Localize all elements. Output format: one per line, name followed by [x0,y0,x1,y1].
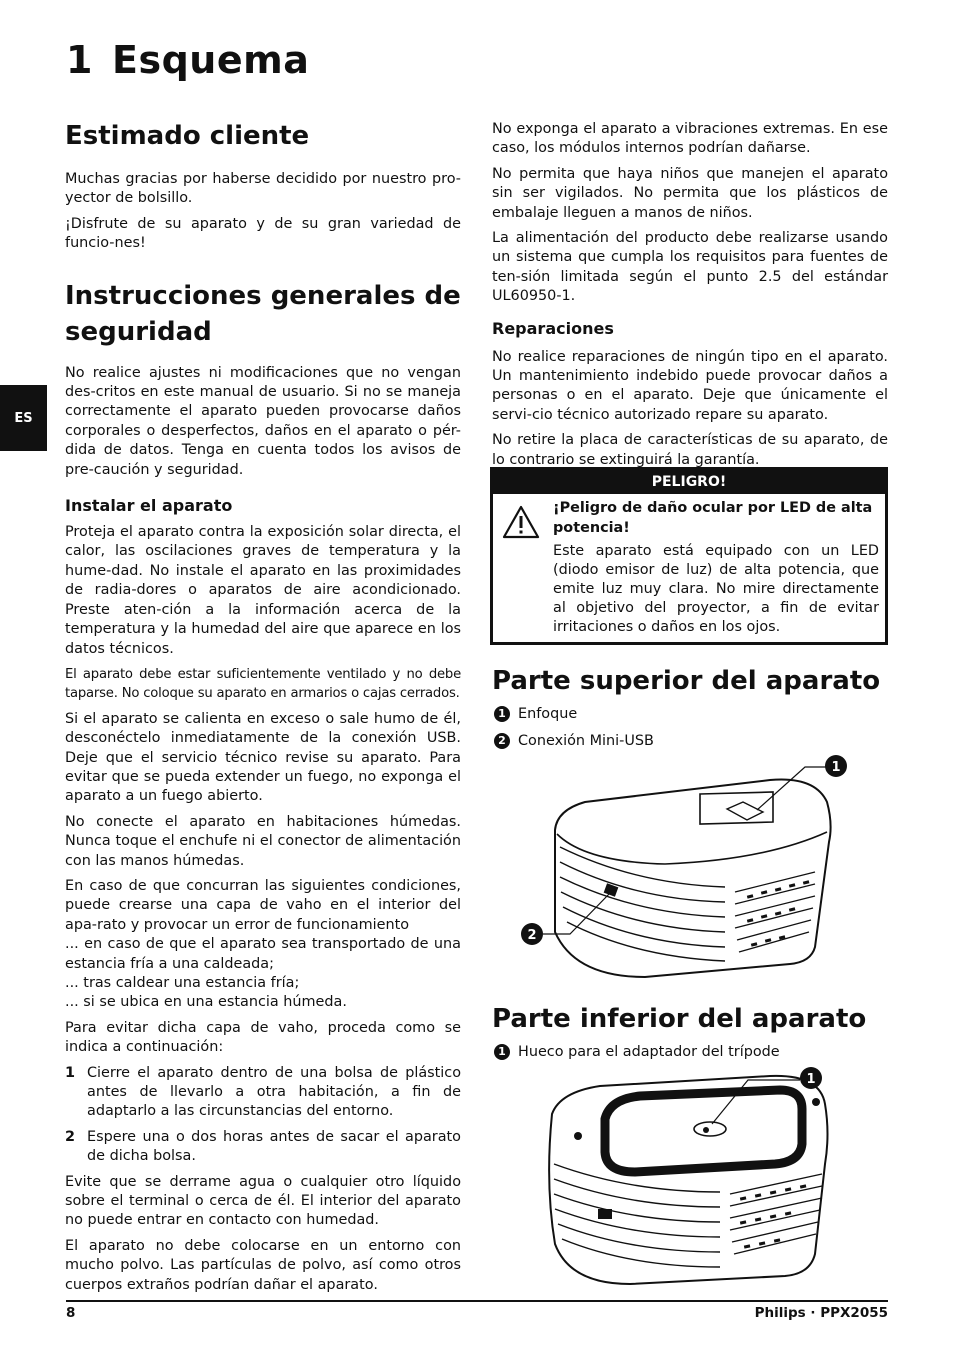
heading-reparaciones: Reparaciones [492,318,614,338]
heading-instalar: Instalar el aparato [65,496,233,516]
legend-label: Enfoque [518,706,578,722]
chapter-title [66,38,309,82]
paragraph: La alimentación del producto debe realizarse usando un sistema que cumpla los requisitos para fuentes de ten-sión limitada según el punto 2.5 del estándar UL60950-1. [492,230,888,305]
legend-label: Conexión Mini-USB [518,733,654,749]
paragraph: No realice reparaciones de ningún tipo en el aparato. Un mantenimiento indebido puede provocar daños a personas o en el aparato. Deje que únicamente el servi-cio técnico autorizado repare su aparato. [492,348,888,423]
footer-divider [66,1300,888,1302]
danger-body [553,498,879,637]
paragraph: ¡Disfrute de su aparato y de su gran variedad de funcio-nes! [65,215,461,252]
paragraph: Muchas gracias por haberse decidido por nuestro pro-yector de bolsillo. [65,171,461,207]
paragraph: Proteja el aparato contra la exposición solar directa, el calor, las oscilaciones graves de temperatura y la hume-dad. No instale el aparato en las proximidades de radia-dores o aparatos de aire acondicionado. Preste aten-ción a la información acerca de la temperatura y la humedad del aire que aparece en los datos técnicos. [65,524,461,657]
legend-item [494,731,654,751]
list-number: 2 [65,1128,76,1145]
heading-parte-inferior: Parte inferior del aparato [492,1004,867,1034]
callout-label: 1 [806,1072,816,1087]
paragraph: El aparato debe estar suficientemente ventilado y no debe taparse. No coloque su aparato en armarios o cajas cerrados. [65,666,461,702]
legend-label: Hueco para el adaptador del trípode [518,1044,780,1060]
paragraph: No exponga el aparato a vibraciones extremas. En ese caso, los módulos internos podrían dañarse. [492,121,888,157]
paragraph: No retire la placa de características de su aparato, de lo contrario se extinguirá la garantía. [492,432,888,468]
callout-number: 1 [494,706,510,722]
paragraph: No realice ajustes ni modificaciones que no vengan des-critos en este manual de usuario. Si no se maneja correctamente el aparato pueden provocarse daños corporales o desperfectos, daños en el aparato o pér-dida de datos. Tenga en cuenta todos los avisos de pre-caución y seguridad. [65,364,461,478]
danger-title: ¡Peligro de daño ocular por LED de alta potencia! [553,500,873,536]
chapter-title-text: Esquema [112,38,310,82]
heading-parte-superior: Parte superior del aparato [492,666,881,696]
danger-header: PELIGRO! [493,470,885,494]
left-column [65,118,461,1295]
projector-bottom-illustration [540,1064,840,1289]
callout-label: 1 [831,760,841,775]
list-item [65,1064,461,1122]
chapter-number: 1 [66,38,93,82]
heading-instrucciones-1: Instrucciones generales de [65,280,461,311]
heading-estimado: Estimado cliente [65,121,310,151]
paragraph: No conecte el aparato en habitaciones húmedas. Nunca toque el enchufe ni el conector de alimentación con las manos húmedas. [65,813,461,869]
language-tab: ES [0,385,47,451]
heading-instrucciones-2: seguridad [65,316,212,347]
paragraph: En caso de que concurran las siguientes condiciones, puede crearse una capa de vaho en el interior del apa-rato y provocar un error de funcionamiento [65,877,461,933]
footer-brand: Philips · PPX2055 [754,1305,888,1321]
list-text: Espere una o dos horas antes de sacar el aparato de dicha bolsa. [87,1128,461,1165]
warning-triangle-icon [501,504,541,540]
callout-number: 1 [494,1044,510,1060]
right-column [492,120,888,470]
paragraph: El aparato no debe colocarse en un entorno con mucho polvo. Las partículas de polvo, así como otros cuerpos extraños podrían dañar el aparato. [65,1237,461,1293]
paragraph: No permita que haya niños que manejen el aparato sin ser vigilados. No permita que los plásticos de embalaje lleguen a manos de niños. [492,165,888,221]
paragraph: Si el aparato se calienta en exceso o sale humo de él, desconéctelo inmediatamente de la conexión USB. Deje que el servicio técnico revise su aparato. Para evitar que se pueda extender un fuego, no exponga el aparato a un fuego abierto. [65,710,461,805]
paragraph: ... en caso de que el aparato sea transportado de una estancia fría a una caldeada; [65,936,461,972]
danger-box [490,467,888,645]
paragraph: ... si se ubica en una estancia húmeda. [65,994,347,1011]
paragraph: Para evitar dicha capa de vaho, proceda como se indica a continuación: [65,1019,461,1056]
projector-top-illustration [515,752,860,987]
danger-text: Este aparato está equipado con un LED (diodo emisor de luz) de alta potencia, que emite luz muy clara. No mire directamente al objetivo del proyector, a fin de evitar irritaciones o daños en los ojos. [553,543,879,635]
paragraph: ... tras caldear una estancia fría; [65,975,300,991]
legend-item [494,704,577,724]
callout-label: 2 [527,928,537,943]
callout-number: 2 [494,733,510,749]
list-number: 1 [65,1064,76,1081]
paragraph: Evite que se derrame agua o cualquier otro líquido sobre el terminal o cerca de él. El interior del aparato no puede entrar en contacto con humedad. [65,1173,461,1229]
list-item [65,1128,461,1167]
page-number: 8 [66,1305,76,1321]
legend-item [494,1042,780,1062]
list-text: Cierre el aparato dentro de una bolsa de plástico antes de llevarlo a otra habitación, a fin de adaptarlo a las circunstancias del entorno. [87,1064,461,1120]
